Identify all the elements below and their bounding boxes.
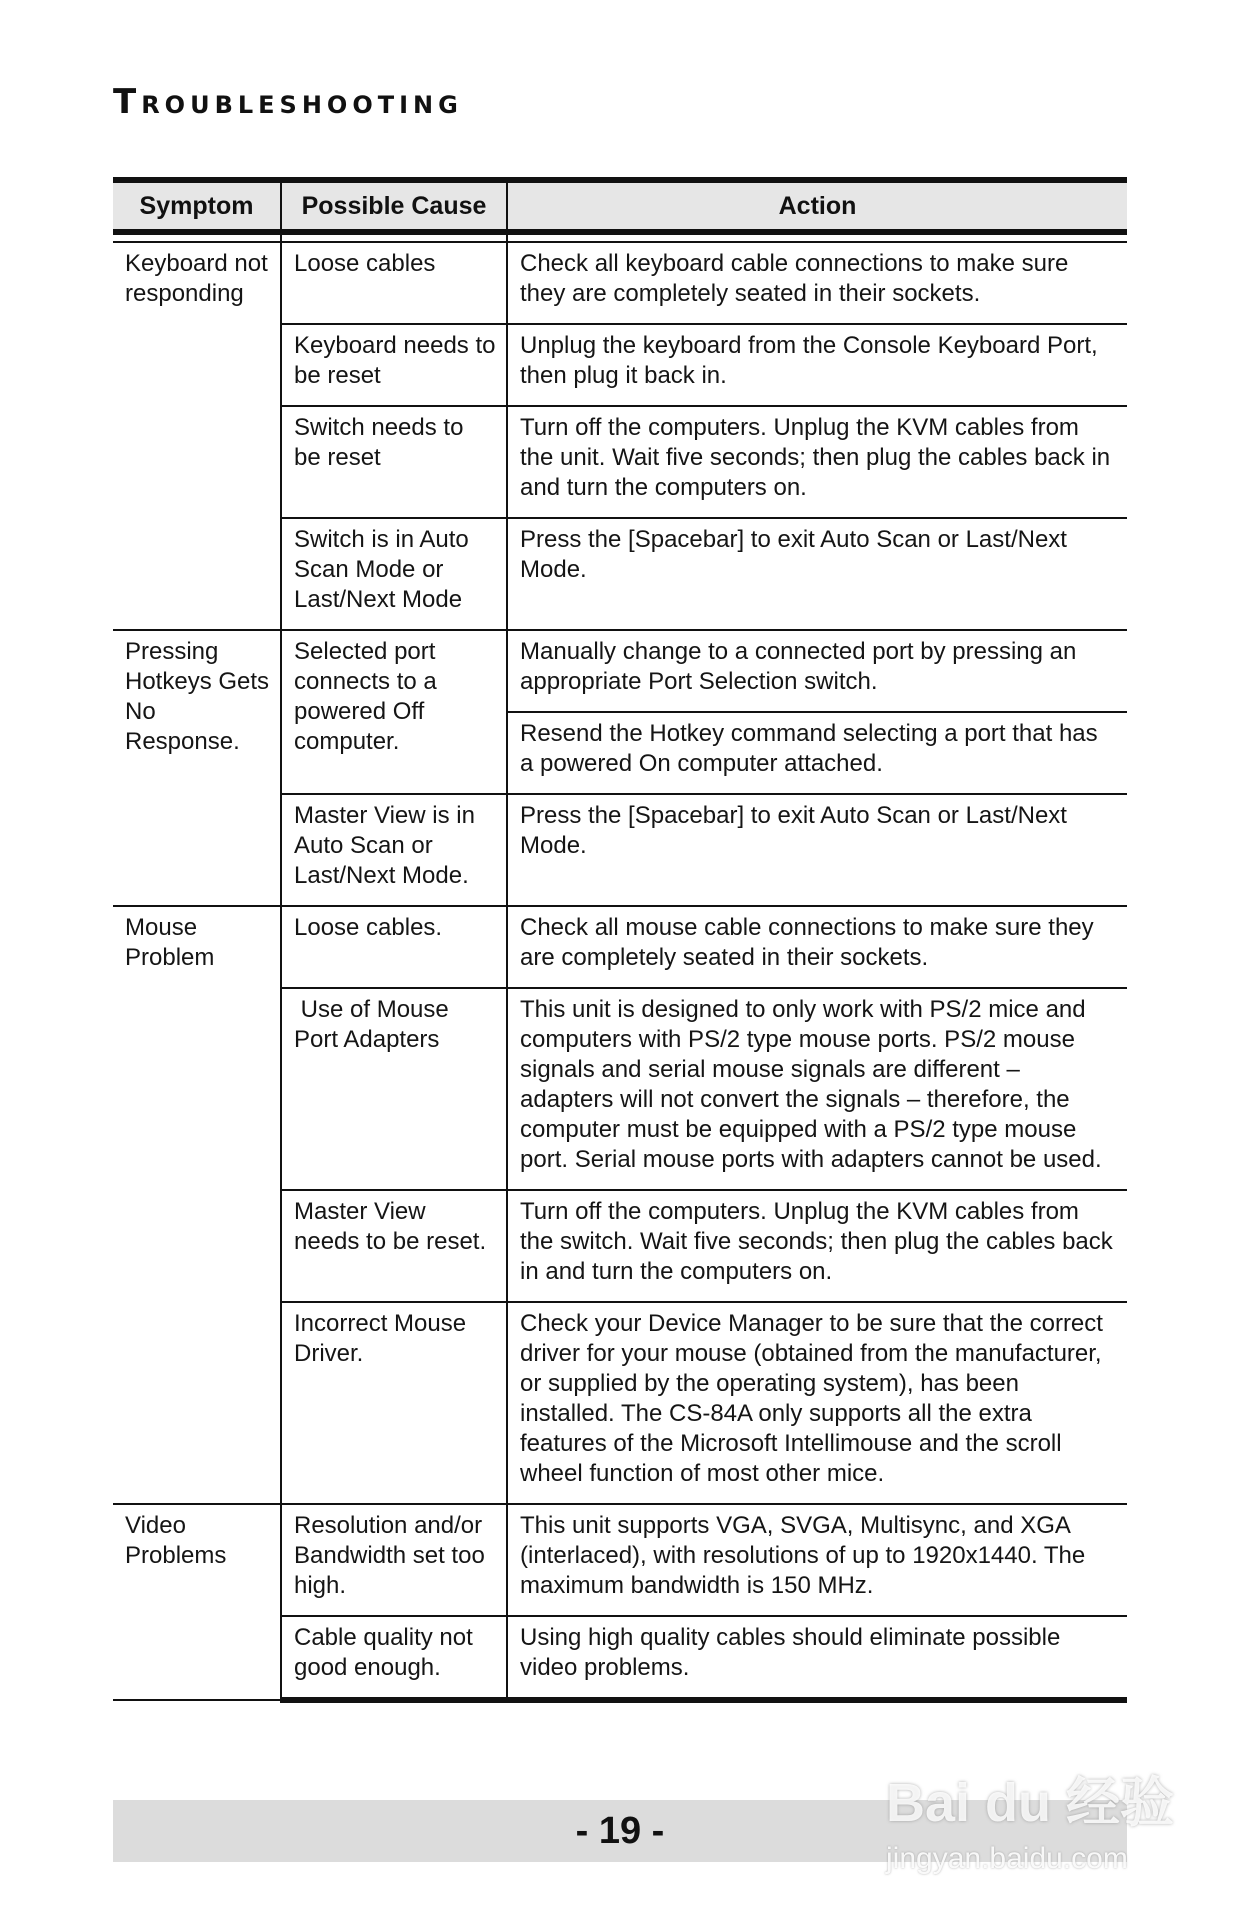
action-cell: Using high quality cables should eliminate possible video problems. [507, 1616, 1127, 1700]
symptom-cell: Keyboard not responding [113, 242, 281, 630]
troubleshooting-table-container [113, 177, 1127, 1703]
table-row [113, 630, 1127, 712]
cause-cell: Cable quality not good enough. [281, 1616, 507, 1700]
table-header-row [113, 180, 1127, 232]
symptom-cell: Pressing Hotkeys Gets No Response. [113, 630, 281, 906]
action-cell: Press the [Spacebar] to exit Auto Scan or Last/Next Mode. [507, 518, 1127, 630]
header-action: Action [507, 180, 1127, 232]
cause-cell: Keyboard needs to be reset [281, 324, 507, 406]
cause-cell: Master View needs to be reset. [281, 1190, 507, 1302]
watermark-url: jingyan.baidu.com [886, 1842, 1128, 1875]
cause-cell: Incorrect Mouse Driver. [281, 1302, 507, 1504]
cause-cell: Selected port connects to a powered Off computer. [281, 630, 507, 794]
cause-cell: Use of Mouse Port Adapters [281, 988, 507, 1190]
action-cell: Check your Device Manager to be sure that the correct driver for your mouse (obtained from the manufacturer, or supplied by the operating system), has been installed. The CS-84A only supports all the extra features of the Microsoft Intellimouse and the scroll wheel function of most other mice. [507, 1302, 1127, 1504]
cause-cell: Loose cables. [281, 906, 507, 988]
action-cell: Manually change to a connected port by pressing an appropriate Port Selection switch. [507, 630, 1127, 712]
symptom-cell: Mouse Problem [113, 906, 281, 1504]
table-row [113, 906, 1127, 988]
header-spacer-row [113, 232, 1127, 242]
page-number: - 19 - [575, 1810, 665, 1852]
symptom-cell: Video Problems [113, 1504, 281, 1700]
action-cell: This unit is designed to only work with PS/2 mice and computers with PS/2 type mouse ports. PS/2 mouse signals and serial mouse signals are different – adapters will not convert the signals – therefore, the computer must be equipped with a PS/2 type mouse port. Serial mouse ports with adapters cannot be used. [507, 988, 1127, 1190]
watermark-logo: Bai du 经验 [886, 1773, 1175, 1833]
table-row [113, 242, 1127, 324]
troubleshooting-table [113, 177, 1127, 1703]
action-cell: Turn off the computers. Unplug the KVM cables from the switch. Wait five seconds; then plug the cables back in and turn the computers on. [507, 1190, 1127, 1302]
cause-cell: Switch needs to be reset [281, 406, 507, 518]
action-cell: This unit supports VGA, SVGA, Multisync, and XGA (interlaced), with resolutions of up to 1920x1440. The maximum bandwidth is 150 MHz. [507, 1504, 1127, 1616]
action-cell: Press the [Spacebar] to exit Auto Scan or Last/Next Mode. [507, 794, 1127, 906]
action-cell: Check all mouse cable connections to make sure they are completely seated in their sockets. [507, 906, 1127, 988]
table-row [113, 1504, 1127, 1616]
cause-cell: Resolution and/or Bandwidth set too high. [281, 1504, 507, 1616]
header-possible-cause: Possible Cause [281, 180, 507, 232]
action-cell: Turn off the computers. Unplug the KVM cables from the unit. Wait five seconds; then plug the cables back in and turn the computers on. [507, 406, 1127, 518]
action-cell: Check all keyboard cable connections to make sure they are completely seated in their sockets. [507, 242, 1127, 324]
action-cell: Unplug the keyboard from the Console Keyboard Port, then plug it back in. [507, 324, 1127, 406]
page-title: Troubleshooting [113, 82, 463, 122]
action-cell: Resend the Hotkey command selecting a port that has a powered On computer attached. [507, 712, 1127, 794]
cause-cell: Loose cables [281, 242, 507, 324]
cause-cell: Master View is in Auto Scan or Last/Next Mode. [281, 794, 507, 906]
cause-cell: Switch is in Auto Scan Mode or Last/Next Mode [281, 518, 507, 630]
header-symptom: Symptom [113, 180, 281, 232]
